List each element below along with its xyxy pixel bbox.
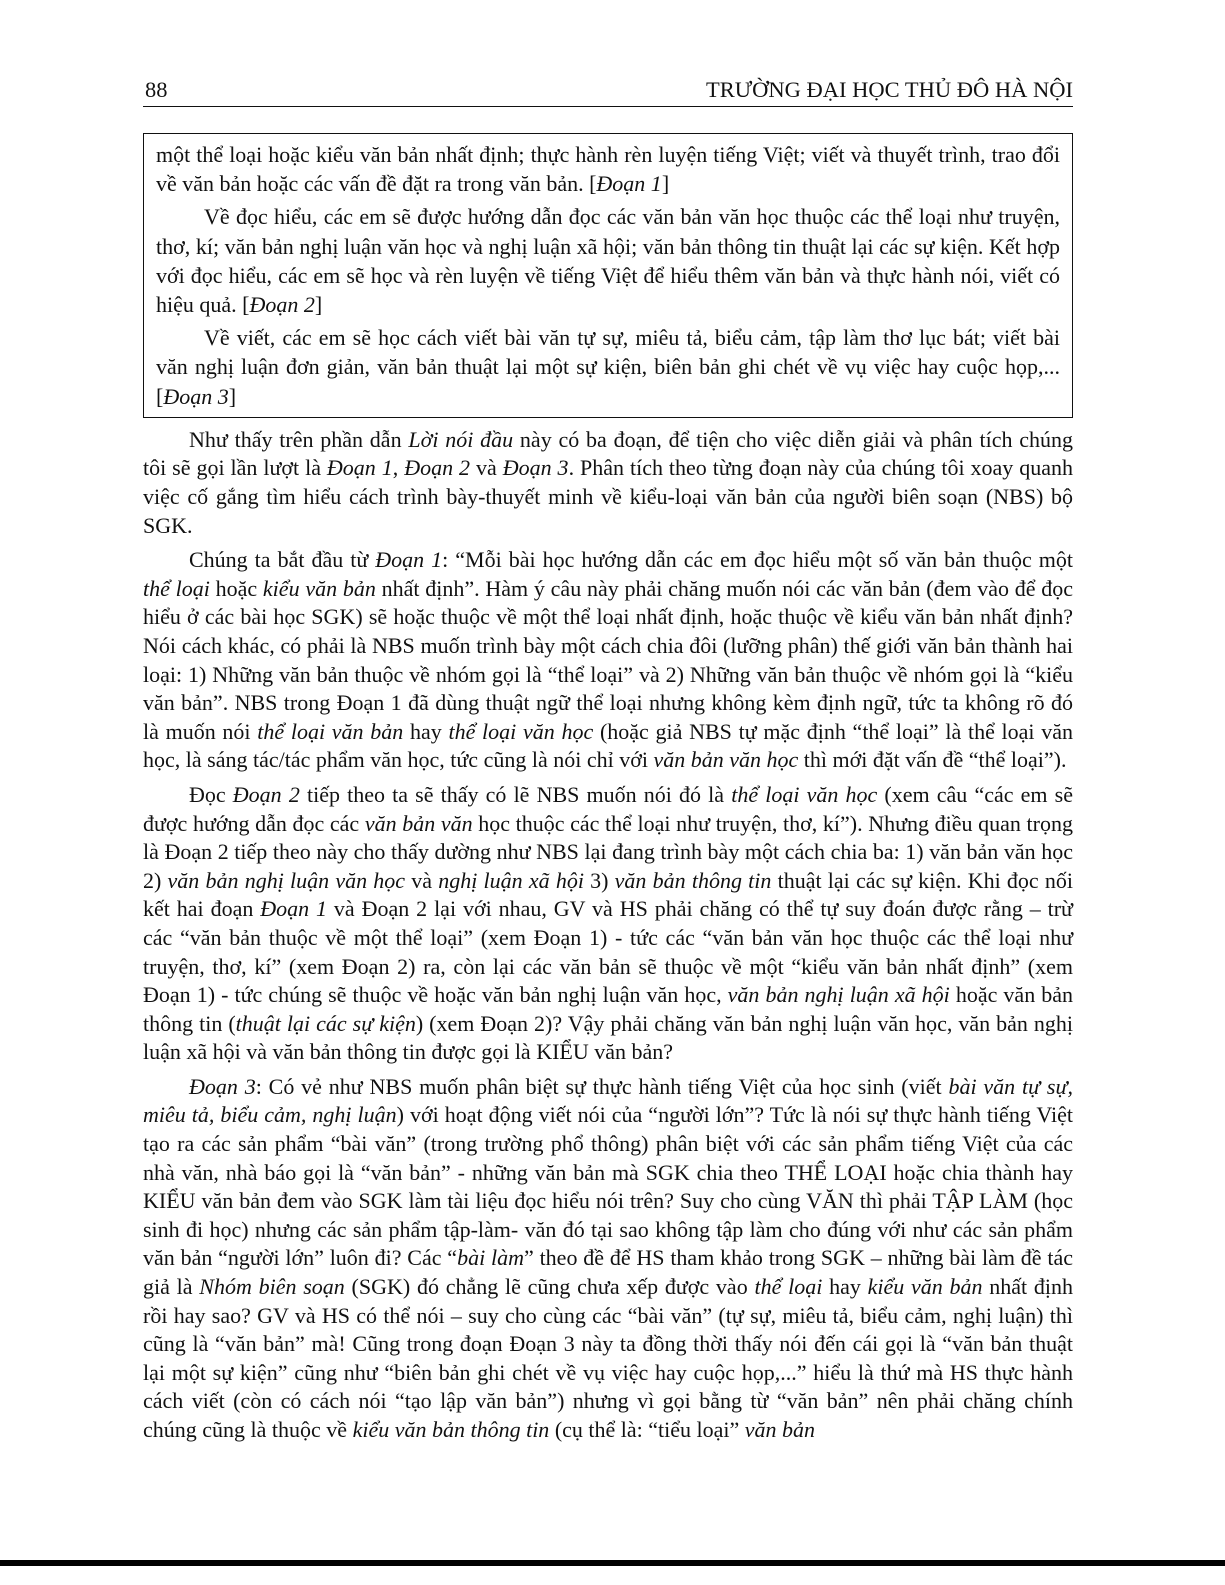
quote-paragraph-3: Về viết, các em sẽ học cách viết bài văn tự sự, miêu tả, biểu cảm, tập làm thơ lục bát; viết bài văn nghị luận đơn giản, văn bản thuật lại một sự kiện, biên bản ghi chét về vụ việc hay cuộc họp,... [Đoạn 3] xyxy=(156,325,1060,409)
page-number: 88 xyxy=(145,77,168,102)
quote-paragraph-2: Về đọc hiểu, các em sẽ được hướng dẫn đọc các văn bản văn học thuộc các thể loại như truyện, thơ, kí; văn bản nghị luận văn học và nghị luận xã hội; văn bản thông tin thuật lại các sự kiện. Kết hợp với đọc hiểu, các em sẽ học và rèn luyện về tiếng Việt để hiểu thêm văn bản và thực hành nói, viết có hiệu quả. [Đoạn 2] xyxy=(156,204,1060,318)
body-paragraph: Như thấy trên phần dẫn Lời nói đầu này có ba đoạn, để tiện cho việc diễn giải và phân tích chúng tôi sẽ gọi lần lượt là Đoạn 1, Đoạn 2 và Đoạn 3. Phân tích theo từng đoạn này của chúng tôi xoay quanh việc cố gắng tìm hiểu cách trình bày-thuyết minh về kiểu-loại văn bản của người biên soạn (NBS) bộ SGK. xyxy=(143,426,1074,538)
quote-paragraph-1: một thể loại hoặc kiểu văn bản nhất định; thực hành rèn luyện tiếng Việt; viết và thuyết trình, trao đổi về văn bản hoặc các vấn đề đặt ra trong văn bản. [Đoạn 1] xyxy=(156,142,1060,197)
body-paragraph: Đọc Đoạn 2 tiếp theo ta sẽ thấy có lẽ NBS muốn nói đó là thể loại văn học (xem câu “các em sẽ được hướng dẫn đọc các văn bản văn học thuộc các thể loại như truyện, thơ, kí”). Nhưng điều quan trọng là Đoạn 2 tiếp theo này cho thấy dường như NBS lại đang trình bày một cách chia ba: 1) văn bản văn học 2) văn bản nghị luận văn học và nghị luận xã hội 3) văn bản thông tin thuật lại các sự kiện. Khi đọc nối kết hai đoạn Đoạn 1 và Đoạn 2 lại với nhau, GV và HS phải chăng có thể tự suy đoán được rằng – trừ các “văn bản thuộc về một thể loại” (xem Đoạn 1) - tức các “văn bản văn học thuộc các thể loại như truyện, thơ, kí” (xem Đoạn 2) ra, còn lại các văn bản sẽ thuộc về một “kiểu văn bản nhất định” (xem Đoạn 1) - tức chúng sẽ thuộc về hoặc văn bản nghị luận văn học, văn bản nghị luận xã hội hoặc văn bản thông tin (thuật lại các sự kiện) (xem Đoạn 2)? Vậy phải chăng văn bản nghị luận văn học, văn bản nghị luận xã hội và văn bản thông tin được gọi là KIỂU văn bản? xyxy=(143,781,1074,1065)
body-paragraph: Đoạn 3: Có vẻ như NBS muốn phân biệt sự thực hành tiếng Việt của học sinh (viết bài văn tự sự, miêu tả, biểu cảm, nghị luận) với hoạt động viết nói của “người lớn”? Tức là nói sự thực hành tiếng Việt tạo ra các sản phẩm “bài văn” (trong trường phổ thông) phân biệt với các sản phẩm tiếng Việt của các nhà văn, nhà báo gọi là “văn bản” - những văn bản mà SGK chia theo THỂ LOẠI hoặc chia thành hay KIỂU văn bản đem vào SGK làm tài liệu đọc hiểu nói trên? Suy cho cùng VĂN thì phải TẬP LÀM (học sinh đi học) nhưng các sản phẩm tập-làm- văn đó tại sao không tập làm cho đúng với như các sản phẩm văn bản “người lớn” luôn đi? Các “bài làm” theo đề để HS tham khảo trong SGK – những bài làm đề tác giả là Nhóm biên soạn (SGK) đó chẳng lẽ cũng chưa xếp được vào thể loại hay kiểu văn bản nhất định rồi hay sao? GV và HS có thể nói – suy cho cùng các “bài văn” (tự sự, miêu tả, biểu cảm, nghị luận) thì cũng là “văn bản” mà! Cũng trong đoạn Đoạn 3 này ta đồng thời thấy nói đến cái gọi là “văn bản thuật lại một sự kiện” cũng như “biên bản ghi chét về vụ việc hay cuộc họp,...” hiểu là thứ mà HS thực hành cách viết (còn có cách nói “tạo lập văn bản”) nhưng vì gọi bằng từ “văn bản” nên phải chăng chính chúng cũng là thuộc về kiểu văn bản thông tin (cụ thể là: “tiểu loại” văn bản xyxy=(143,1073,1074,1443)
running-header xyxy=(143,76,1073,107)
journal-name: TRƯỜNG ĐẠI HỌC THỦ ĐÔ HÀ NỘI xyxy=(705,77,1073,102)
quoted-preface-box xyxy=(143,133,1073,418)
article-body xyxy=(143,426,1073,1445)
journal-page xyxy=(143,76,1073,1451)
page-bottom-rule xyxy=(0,1560,1225,1566)
body-paragraph: Chúng ta bắt đầu từ Đoạn 1: “Mỗi bài học hướng dẫn các em đọc hiểu một số văn bản thuộc một thể loại hoặc kiểu văn bản nhất định”. Hàm ý câu này phải chăng muốn nói các văn bản (đem vào để đọc hiểu ở các bài học SGK) sẽ hoặc thuộc về một thể loại nhất định, hoặc thuộc về kiểu văn bản nhất định? Nói cách khác, có phải là NBS muốn trình bày một cách chia đôi (lưỡng phân) thế giới văn bản thành hai loại: 1) Những văn bản thuộc về nhóm gọi là “thể loại” và 2) Những văn bản thuộc về nhóm gọi là “kiểu văn bản”. NBS trong Đoạn 1 đã dùng thuật ngữ thể loại nhưng không kèm định ngữ, tức ta không rõ đó là muốn nói thể loại văn bản hay thể loại văn học (hoặc giả NBS tự mặc định “thể loại” là thể loại văn học, là sáng tác/tác phẩm văn học, tức cũng là nói chỉ với văn bản văn học thì mới đặt vấn đề “thể loại”). xyxy=(143,547,1074,773)
